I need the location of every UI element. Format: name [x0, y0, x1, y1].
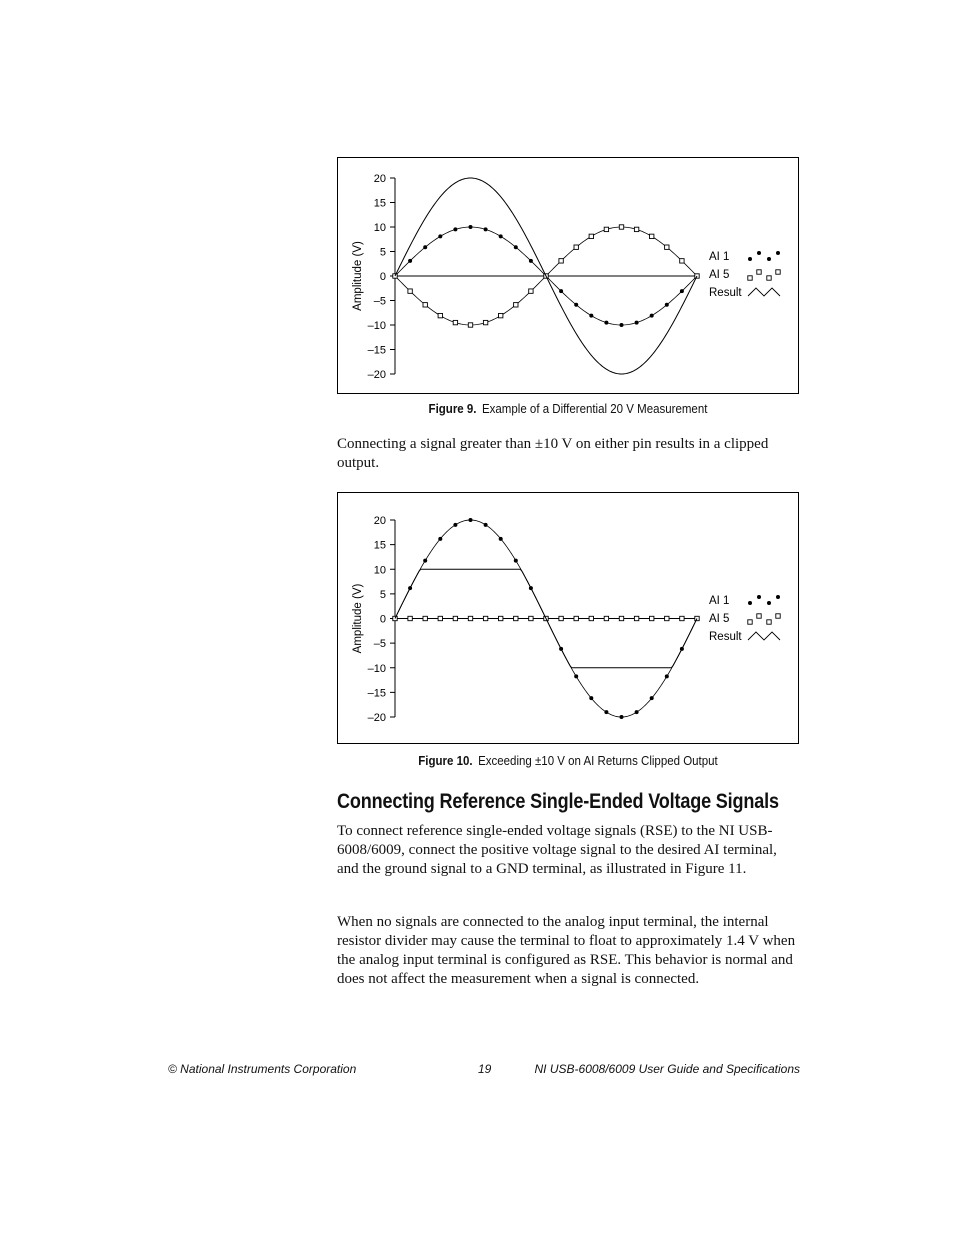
fig0-series-square-point [453, 320, 457, 324]
figure-10-svg [338, 493, 800, 745]
fig1-series-square-point [619, 616, 623, 620]
fig0-series-square-point [589, 234, 593, 238]
fig1-series-dot-point [484, 523, 488, 527]
fig0-legend [709, 251, 780, 299]
fig0-series-square-point [423, 303, 427, 307]
fig0-legend-square-marker [776, 270, 780, 274]
fig0-series-dot-point [453, 227, 457, 231]
fig0-series-square-point [499, 313, 503, 317]
fig0-series-square-point [650, 234, 654, 238]
fig0-series-square-point [634, 227, 638, 231]
fig1-series-dot-point [635, 710, 639, 714]
fig0-y-tick-label: –15 [367, 344, 386, 357]
fig1-series-square-point [604, 616, 608, 620]
fig0-series-dot-point [408, 259, 412, 263]
fig0-series-square-point [529, 289, 533, 293]
fig1-series-dot-point [423, 559, 427, 563]
fig1-y-tick-label: 10 [373, 564, 386, 577]
section-heading: Connecting Reference Single-Ended Voltage Signals [337, 790, 779, 813]
fig1-series-square-point [499, 616, 503, 620]
fig0-series-square-point [619, 225, 623, 229]
fig1-legend-dot-marker [767, 601, 771, 605]
fig1-y-tick-label: 0 [379, 613, 386, 626]
fig0-legend-dot-marker [776, 251, 780, 255]
fig0-series-square-point [483, 320, 487, 324]
fig1-series-square-point [483, 616, 487, 620]
fig0-series-square-point [468, 323, 472, 327]
fig0-legend-line-marker [748, 288, 780, 296]
fig0-series-dot-point [423, 245, 427, 249]
fig0-y-tick-label: 20 [373, 173, 386, 185]
fig1-series-dot-point [453, 523, 457, 527]
fig0-series-dot-point [469, 225, 473, 229]
fig0-legend-label: AI 1 [709, 251, 730, 263]
fig0-series-dot-point [665, 303, 669, 307]
fig1-legend-line-marker [748, 632, 780, 640]
fig1-y-tick-label: –20 [367, 712, 386, 724]
figure-10-caption-text: Exceeding ±10 V on AI Returns Clipped Output [478, 754, 718, 768]
fig1-series-square-point [529, 616, 533, 620]
fig1-series-square-point [514, 616, 518, 620]
figure-9-svg [338, 158, 800, 395]
fig0-series-dot-point [574, 303, 578, 307]
fig0-legend-square-marker [748, 276, 752, 280]
fig0-series-dot-point [499, 234, 503, 238]
fig0-legend-label: Result [709, 287, 742, 299]
fig1-series-dot-point [589, 696, 593, 700]
fig0-y-tick-label: –5 [373, 295, 386, 308]
fig1-legend-dot-marker [757, 595, 761, 599]
figure-10-number: Figure 10. [418, 754, 473, 768]
fig1-series-dot-point [499, 537, 503, 541]
fig1-series-square-point [680, 616, 684, 620]
fig1-y-tick-label: –5 [373, 638, 386, 651]
paragraph-rse-intro: To connect reference single-ended voltage signals (RSE) to the NI USB-6008/6009, connect the positive voltage signal to the desired AI terminal, and the ground signal to a GND terminal, as illustrated in Figure 11. [337, 823, 777, 877]
figure-9-chart [337, 157, 799, 394]
fig0-legend-dot-marker [757, 251, 761, 255]
figure-9-number: Figure 9. [428, 402, 477, 416]
fig0-series-dot-point [484, 227, 488, 231]
fig0-y-tick-label: –10 [367, 320, 386, 332]
fig1-y-tick-label: 15 [373, 539, 386, 552]
fig0-series-dot-point [635, 321, 639, 325]
fig1-series-square-point [468, 616, 472, 620]
fig0-series-dot-point [589, 314, 593, 318]
figure-9-caption [355, 402, 780, 416]
fig1-legend-label: Result [709, 631, 742, 643]
fig1-legend-square-marker [776, 614, 780, 618]
fig1-legend-square-marker [757, 614, 761, 618]
paragraph-clipped-output: Connecting a signal greater than ±10 V on either pin results in a clipped output. [337, 436, 769, 471]
fig0-y-tick-label: 15 [373, 197, 386, 210]
fig1-series-dot-point [604, 710, 608, 714]
fig1-series-square-point [634, 616, 638, 620]
fig0-y-axis-title: Amplitude (V) [352, 241, 364, 311]
figure-10-caption [355, 754, 780, 768]
fig1-series-dot-point [650, 696, 654, 700]
fig1-y-axis-title: Amplitude (V) [352, 583, 364, 654]
fig0-legend-dot-marker [748, 257, 752, 261]
fig1-y-tick-label: 20 [373, 515, 386, 527]
fig0-series-square-point [604, 227, 608, 231]
fig0-series-dot-point [559, 289, 563, 293]
fig1-legend-dot-marker [748, 601, 752, 605]
fig1-series-square-point [574, 616, 578, 620]
fig0-legend-dot-marker [767, 257, 771, 261]
fig0-series-dot-point [514, 245, 518, 249]
fig0-legend-square-marker [757, 270, 761, 274]
fig1-series-square-point [408, 616, 412, 620]
figure-9-caption-text: Example of a Differential 20 V Measurement [481, 402, 708, 416]
fig0-series-square-point [408, 289, 412, 293]
fig1-legend-dot-marker [776, 595, 780, 599]
fig1-series-dot-point [620, 715, 624, 719]
footer-copyright: © National Instruments Corporation [168, 1062, 357, 1076]
fig0-y-tick-label: 0 [379, 271, 386, 283]
fig1-series-dot-point [438, 537, 442, 541]
fig0-y-tick-label: –20 [367, 369, 386, 381]
fig0-series-dot-point [529, 259, 533, 263]
fig1-legend-square-marker [748, 620, 752, 624]
fig1-series-dot-point [574, 674, 578, 678]
fig1-legend-square-marker [767, 620, 771, 624]
fig1-y-tick-label: 5 [379, 588, 386, 601]
fig0-series-square-point [574, 245, 578, 249]
fig1-series-dot-point [469, 518, 473, 522]
fig0-series-dot-point [438, 234, 442, 238]
figure-10-chart [337, 492, 799, 744]
fig1-y-tick-label: –10 [367, 662, 386, 675]
fig0-y-tick-label: 5 [379, 246, 386, 259]
fig1-series-square-point [423, 616, 427, 620]
fig0-legend-label: AI 5 [709, 269, 730, 281]
fig1-series-square-point [453, 616, 457, 620]
fig0-series-square-point [559, 259, 563, 263]
fig0-y-tick-label: 10 [373, 222, 386, 234]
fig1-series-square-point [589, 616, 593, 620]
fig1-series-square-point [438, 616, 442, 620]
fig0-series-square-point [665, 245, 669, 249]
fig1-series-dot-point [665, 674, 669, 678]
fig1-series-square-point [665, 616, 669, 620]
footer-document-title: NI USB-6008/6009 User Guide and Specifications [534, 1062, 800, 1076]
paragraph-floating-terminal: When no signals are connected to the analog input terminal, the internal resistor divider may cause the terminal to float to approximately 1.4 V when the analog input terminal is configured as RSE. This behavior is normal and does not affect the measurement when a signal is connected. [337, 914, 796, 987]
fig0-series-square-point [438, 313, 442, 317]
fig0-series-dot-point [680, 289, 684, 293]
fig0-legend-square-marker [767, 276, 771, 280]
fig1-series-square-point [559, 616, 563, 620]
fig0-series-square-point [514, 303, 518, 307]
fig1-legend-label: AI 5 [709, 613, 730, 625]
fig1-legend [709, 595, 780, 643]
footer-page-number: 19 [478, 1062, 492, 1076]
fig1-series-square-point [650, 616, 654, 620]
fig0-series-dot-point [604, 321, 608, 325]
fig1-y-tick-label: –15 [367, 687, 386, 700]
fig0-series-dot-point [620, 323, 624, 327]
fig0-series-square-point [680, 259, 684, 263]
fig1-legend-label: AI 1 [709, 595, 730, 607]
fig1-series-dot-point [514, 559, 518, 563]
fig0-series-dot-point [650, 314, 654, 318]
